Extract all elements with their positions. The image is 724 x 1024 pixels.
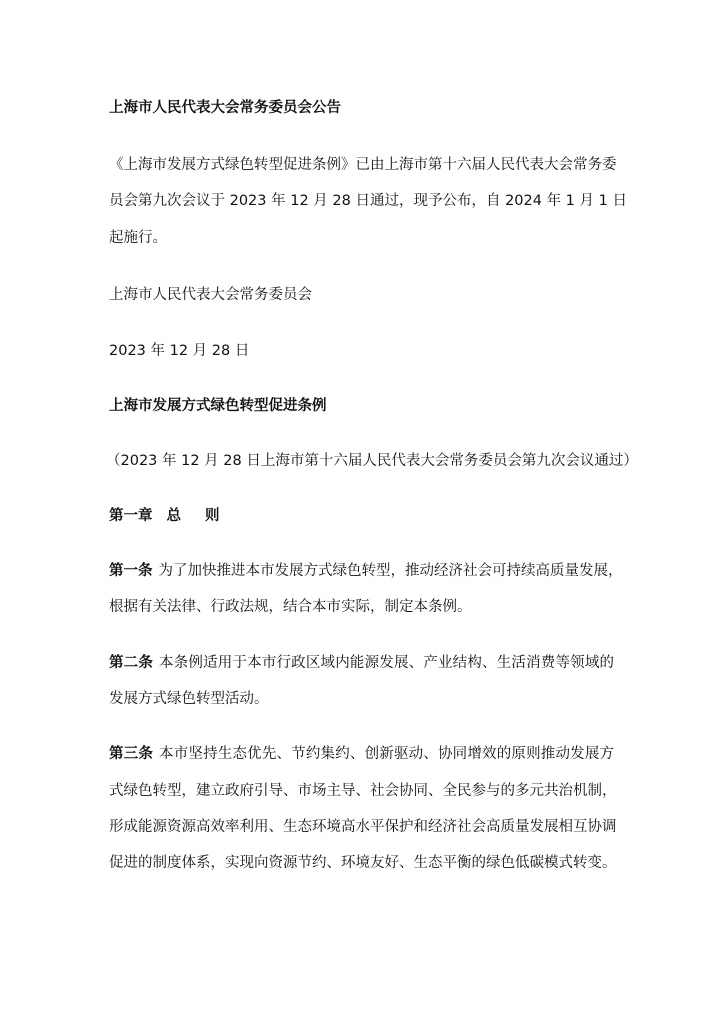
announcement-body-line-3: 起施行。: [109, 230, 167, 246]
announcement-body-line-2: 员会第九次会议于 2023 年 12 月 28 日通过，现予公布，自 2024 年 1 月 1 日: [109, 193, 627, 209]
announcement-title: 上海市人民代表大会常务委员会公告: [109, 100, 341, 116]
article-3-text: 本市坚持生态优先、节约集约、创新驱动、协同增效的原则推动发展方: [159, 746, 614, 762]
article-3-line-1: [109, 744, 614, 764]
article-1-line-1: [109, 561, 623, 581]
article-2-label: 第二条: [109, 655, 154, 671]
article-3-line-4: 促进的制度体系，实现向资源节约、环境友好、生态平衡的绿色低碳模式转变。: [109, 855, 617, 871]
article-1-text: 为了加快推进本市发展方式绿色转型，推动经济社会可持续高质量发展，: [158, 563, 623, 579]
chapter-heading: [109, 506, 220, 526]
article-2-line-2: 发展方式绿色转型活动。: [109, 691, 269, 707]
article-1-label: 第一条: [109, 563, 153, 579]
announcement-date: 2023 年 12 月 28 日: [109, 343, 250, 359]
article-2-text: 本条例适用于本市行政区域内能源发展、产业结构、生活消费等领域的: [159, 655, 614, 671]
regulation-adoption-note: （2023 年 12 月 28 日上海市第十六届人民代表大会常务委员会第九次会议通过）: [106, 453, 638, 469]
article-3-line-3: 形成能源资源高效率利用、生态环境高水平保护和经济社会高质量发展相互协调: [109, 819, 617, 835]
article-2-line-1: [109, 653, 614, 673]
regulation-title: 上海市发展方式绿色转型促进条例: [109, 398, 327, 414]
article-3-line-2: 式绿色转型，建立政府引导、市场主导、社会协同、全民参与的多元共治机制，: [109, 783, 617, 799]
article-1-line-2: 根据有关法律、行政法规，结合本市实际，制定本条例。: [109, 599, 472, 615]
chapter-name-part-2: 则: [205, 508, 220, 524]
chapter-name-part-1: 总: [166, 508, 181, 524]
announcement-issuer: 上海市人民代表大会常务委员会: [109, 287, 312, 303]
chapter-number: 第一章: [109, 508, 153, 524]
article-3-label: 第三条: [109, 746, 154, 762]
announcement-body-line-1: 《上海市发展方式绿色转型促进条例》已由上海市第十六届人民代表大会常务委: [109, 157, 617, 173]
